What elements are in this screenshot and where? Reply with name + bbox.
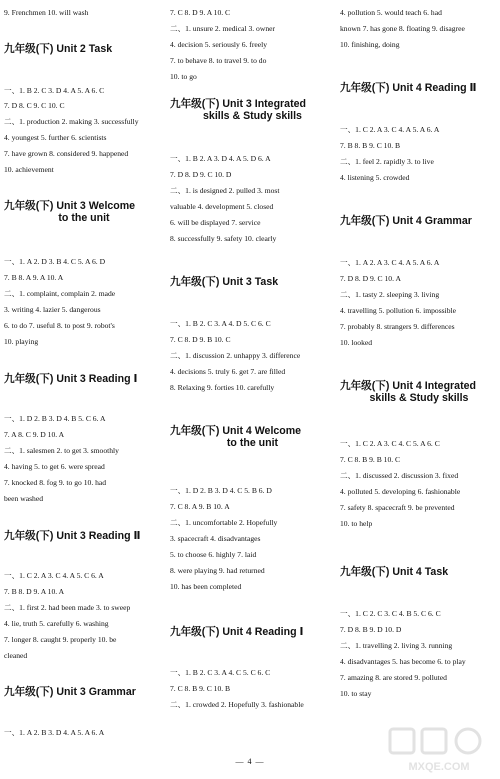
answer-line: 二、1. first 2. had been made 3. to sweep <box>4 603 131 612</box>
answer-line: 7. probably 8. strangers 9. differences <box>340 322 455 331</box>
answer-line: 7. C 8. B 9. C 10. B <box>170 684 231 693</box>
answer-line: 10. finishing, doing <box>340 40 400 49</box>
section-heading <box>170 626 335 638</box>
answer-line: 7. amazing 8. are stored 9. polluted <box>340 673 447 682</box>
answer-line: 7. C 8. D 9. A 10. C <box>170 8 231 17</box>
answer-line: 一、1. A 2. D 3. B 4. C 5. A 6. D <box>4 257 106 266</box>
answer-line: known 7. has gone 8. floating 9. disagree <box>340 24 465 33</box>
answer-line: 4. travelling 5. pollution 6. impossible <box>340 306 457 315</box>
answer-line: valuable 4. development 5. closed <box>170 202 274 211</box>
section-heading <box>4 530 164 542</box>
answer-line: 4. listening 5. crowded <box>340 173 410 182</box>
answer-line: 4. decision 5. seriously 6. freely <box>170 40 268 49</box>
answer-line: 一、1. C 2. A 3. C 4. C 5. A 6. C <box>340 439 440 448</box>
section-heading <box>170 98 335 122</box>
answer-line: 一、1. D 2. B 3. D 4. B 5. C 6. A <box>4 414 106 423</box>
section-heading-row: 九年级(下) Unit 3 Grammar <box>4 686 136 698</box>
answer-line: 7. D 8. B 9. D 10. D <box>340 625 402 634</box>
answer-line: 3. spacecraft 4. disadvantages <box>170 534 261 543</box>
answer-line: 10. has been completed <box>170 582 242 591</box>
answer-line: 4. pollution 5. would teach 6. had <box>340 8 442 17</box>
answer-line: 二、1. uncomfortable 2. Hopefully <box>170 518 278 527</box>
answer-line: 4. polluted 5. developing 6. fashionable <box>340 487 461 496</box>
answer-line: 4. youngest 5. further 6. scientists <box>4 133 107 142</box>
answer-line: 7. D 8. C 9. C 10. C <box>4 101 65 110</box>
section-heading <box>340 82 498 94</box>
answer-line: 7. longer 8. caught 9. properly 10. be <box>4 635 117 644</box>
answer-line: 二、1. feel 2. rapidly 3. to live <box>340 157 434 166</box>
answer-line: 10. to stay <box>340 689 372 698</box>
answer-line: 7. have grown 8. considered 9. happened <box>4 149 129 158</box>
answer-line: 7. A 8. C 9. D 10. A <box>4 430 65 439</box>
section-heading <box>4 200 164 224</box>
answer-line: 10. looked <box>340 338 373 347</box>
answer-line: 6. will be displayed 7. service <box>170 218 261 227</box>
answer-line: cleaned <box>4 651 28 660</box>
answer-line: 一、1. B 2. C 3. A 4. D 5. C 6. C <box>170 319 271 328</box>
answer-line: 二、1. discussion 2. unhappy 3. difference <box>170 351 301 360</box>
answer-line: 二、1. discussed 2. discussion 3. fixed <box>340 471 459 480</box>
watermark-mark-3 <box>456 729 480 753</box>
answer-line: 二、1. travelling 2. living 3. running <box>340 641 453 650</box>
answer-line: 7. D 8. D 9. C 10. D <box>170 170 232 179</box>
answer-line: 二、1. unsure 2. medical 3. owner <box>170 24 276 33</box>
answer-line: 8. successfully 9. safety 10. clearly <box>170 234 277 243</box>
watermark-mark-2 <box>422 729 446 753</box>
answer-line: 9. Frenchmen 10. will wash <box>4 8 89 17</box>
page-number: — 4 — <box>235 757 265 766</box>
section-heading-row: 九年级(下) Unit 4 Welcome <box>170 425 302 437</box>
answer-line: 7. safety 8. spacecraft 9. be prevented <box>340 503 455 512</box>
section-heading-row: 九年级(下) Unit 4 Reading Ⅰ <box>170 626 304 638</box>
answer-line: 10. to help <box>340 519 373 528</box>
section-heading <box>4 686 164 698</box>
answer-line: 二、1. tasty 2. sleeping 3. living <box>340 290 440 299</box>
watermark-mark-1 <box>390 729 414 753</box>
answer-line: 二、1. is designed 2. pulled 3. most <box>170 186 280 195</box>
section-heading-row: skills & Study skills <box>203 110 302 122</box>
section-heading <box>340 566 498 578</box>
section-heading-row: 九年级(下) Unit 4 Grammar <box>340 215 472 227</box>
section-heading <box>170 276 335 288</box>
answer-line: 4. decisions 5. truly 6. get 7. are filled <box>170 367 286 376</box>
answer-line: 一、1. D 2. B 3. D 4. C 5. B 6. D <box>170 486 272 495</box>
answer-line: 6. to do 7. useful 8. to post 9. robot's <box>4 321 115 330</box>
watermark-text: MXQE.COM <box>408 761 470 773</box>
answer-line: 10. to go <box>170 72 197 81</box>
answer-line: 10. playing <box>4 337 39 346</box>
answer-line: 7. to behave 8. to travel 9. to do <box>170 56 267 65</box>
answer-line: 7. C 8. D 9. B 10. C <box>170 335 231 344</box>
section-heading-row: 九年级(下) Unit 4 Integrated <box>340 380 476 392</box>
answer-line: 4. disadvantages 5. has become 6. to play <box>340 657 466 666</box>
section-heading <box>4 373 164 385</box>
answer-line: 一、1. B 2. A 3. D 4. A 5. D 6. A <box>170 154 271 163</box>
section-heading-row: 九年级(下) Unit 3 Welcome <box>4 200 136 212</box>
answer-line: 4. having 5. to get 6. were spread <box>4 462 105 471</box>
section-heading-row: 九年级(下) Unit 3 Task <box>170 276 279 288</box>
section-heading-row: to the unit <box>226 437 279 449</box>
answer-line: 10. achievement <box>4 165 54 174</box>
watermark-logo <box>384 725 494 775</box>
section-heading-row: 九年级(下) Unit 2 Task <box>4 43 113 55</box>
answer-line: 7. D 8. D 9. C 10. A <box>340 274 401 283</box>
answer-line: 3. writing 4. lazier 5. dangerous <box>4 305 101 314</box>
section-heading <box>4 43 164 55</box>
answer-line: 8. Relaxing 9. forties 10. carefully <box>170 383 275 392</box>
section-heading <box>340 215 498 227</box>
answer-line: 7. C 8. A 9. B 10. A <box>170 502 230 511</box>
answer-line: 8. were playing 9. had returned <box>170 566 265 575</box>
answer-line: 7. knocked 8. fog 9. to go 10. had <box>4 478 107 487</box>
answer-line: 7. B 8. A 9. A 10. A <box>4 273 64 282</box>
answer-line: 一、1. B 2. C 3. D 4. A 5. A 6. C <box>4 86 105 95</box>
answer-line: 4. lie, truth 5. carefully 6. washing <box>4 619 109 628</box>
section-heading-row: 九年级(下) Unit 3 Reading Ⅱ <box>4 530 141 542</box>
section-heading-row: 九年级(下) Unit 4 Task <box>340 566 449 578</box>
answer-line: 二、1. production 2. making 3. successfully <box>4 117 139 126</box>
answer-line: 7. B 8. B 9. C 10. B <box>340 141 401 150</box>
section-heading-row: to the unit <box>58 212 110 224</box>
section-heading <box>340 380 498 404</box>
answer-line: 7. C 8. B 9. B 10. C <box>340 455 401 464</box>
answer-line: 一、1. A 2. B 3. D 4. A 5. A 6. A <box>4 728 105 737</box>
section-heading-row: skills & Study skills <box>369 392 469 404</box>
section-heading-row: 九年级(下) Unit 3 Integrated <box>170 98 306 110</box>
answer-line: been washed <box>4 494 44 503</box>
answer-line: 二、1. complaint, complain 2. made <box>4 289 116 298</box>
answer-line: 7. B 8. D 9. A 10. A <box>4 587 65 596</box>
section-heading-row: 九年级(下) Unit 3 Reading Ⅰ <box>4 373 138 385</box>
answer-line: 二、1. crowded 2. Hopefully 3. fashionable <box>170 700 304 709</box>
section-heading-row: 九年级(下) Unit 4 Reading Ⅱ <box>340 82 477 94</box>
answer-line: 一、1. A 2. A 3. C 4. A 5. A 6. A <box>340 258 440 267</box>
answer-line: 一、1. C 2. A 3. C 4. A 5. C 6. A <box>4 571 104 580</box>
answer-line: 一、1. C 2. A 3. C 4. A 5. A 6. A <box>340 125 440 134</box>
answer-line: 5. to choose 6. highly 7. laid <box>170 550 257 559</box>
section-heading <box>170 425 335 449</box>
answer-line: 二、1. salesmen 2. to get 3. smoothly <box>4 446 119 455</box>
answer-line: 一、1. B 2. C 3. A 4. C 5. C 6. C <box>170 668 271 677</box>
answer-line: 一、1. C 2. C 3. C 4. B 5. C 6. C <box>340 609 441 618</box>
